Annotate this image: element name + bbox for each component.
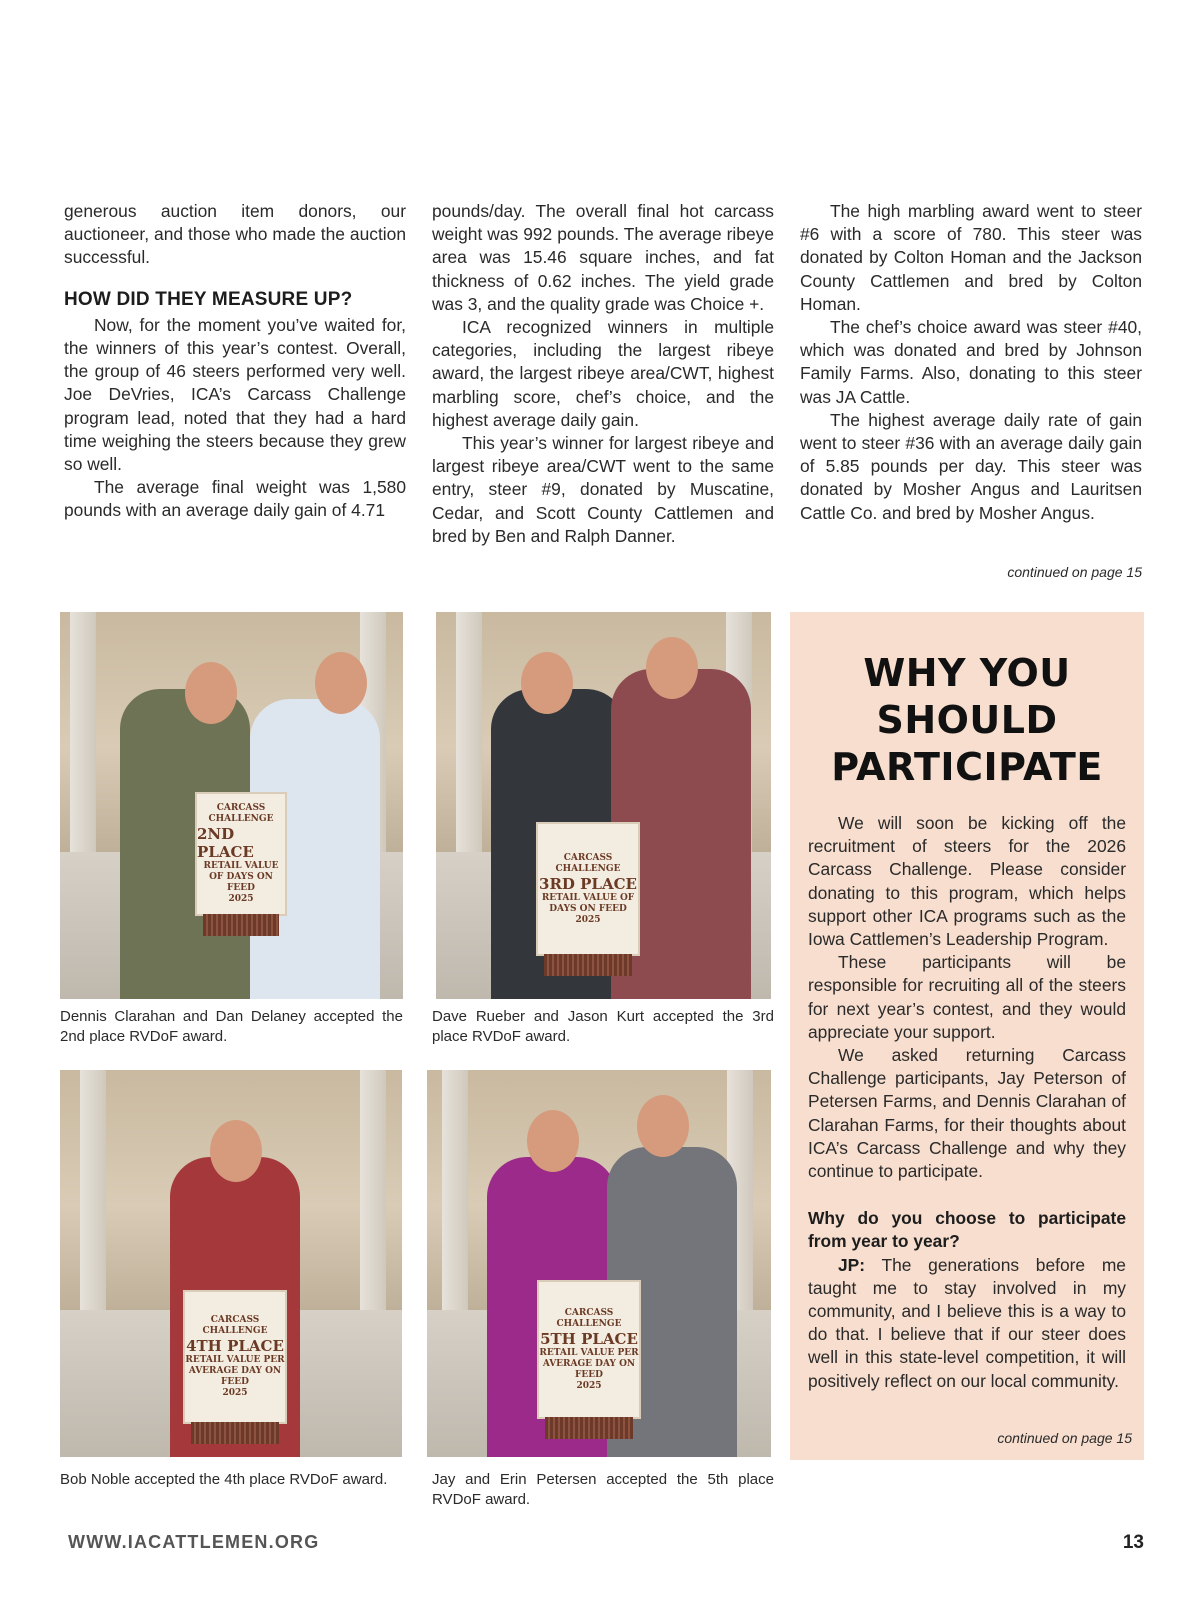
award-banner: CARCASS CHALLENGE 2ND PLACE RETAIL VALUE OF DAYS ON FEED 2025 bbox=[195, 792, 287, 916]
award-banner: CARCASS CHALLENGE 4TH PLACE RETAIL VALUE PER AVERAGE DAY ON FEED 2025 bbox=[183, 1290, 287, 1424]
award-photo-5th-place bbox=[427, 1070, 771, 1457]
award-banner: CARCASS CHALLENGE 5TH PLACE RETAIL VALUE PER AVERAGE DAY ON FEED 2025 bbox=[537, 1280, 641, 1419]
paragraph: The average final weight was 1,580 pounds with an average daily gain of 4.71 bbox=[64, 477, 406, 521]
paragraph: The highest average daily rate of gain went to steer #36 with an average daily gain of 5.85 pounds per day. This steer was donated by Mosher Angus and Lauritsen Cattle Co. and bred by Mosher Angus. bbox=[800, 409, 1142, 523]
photo-caption: Dave Rueber and Jason Kurt accepted the 3rd place RVDoF award. bbox=[432, 1008, 774, 1045]
website-url[interactable]: WWW.IACATTLEMEN.ORG bbox=[68, 1532, 320, 1552]
paragraph: This year’s winner for largest ribeye and largest ribeye area/CWT went to the same entry, steer #9, donated by Muscatine, Cedar, and Scott County Cattlemen and bred by Ben and Ralph Danner. bbox=[432, 433, 774, 546]
award-photo-2nd-place bbox=[60, 612, 403, 999]
paragraph: ICA recognized winners in multiple categories, including the largest ribeye award, the largest ribeye area/CWT, highest marbling score, chef’s choice, and the highest average daily gain. bbox=[432, 317, 774, 430]
section-heading: HOW DID THEY MEASURE UP? bbox=[64, 288, 353, 310]
article-column-1 bbox=[64, 200, 406, 523]
article-column-2 bbox=[432, 200, 774, 548]
sidebar-box bbox=[790, 612, 1144, 1460]
paragraph: We asked returning Carcass Challenge participants, Jay Peterson of Petersen Farms, and Dennis Clarahan of Clarahan Farms, for their thoughts about ICA’s Carcass Challenge and why they continue to participate. bbox=[808, 1045, 1126, 1182]
paragraph: The high marbling award went to steer #6 with a score of 780. This steer was donated by Colton Homan and the Jackson County Cattlemen and bred by Colton Homan. bbox=[800, 201, 1142, 314]
continued-note: continued on page 15 bbox=[1007, 564, 1142, 580]
article-column-3 bbox=[800, 200, 1142, 525]
award-photo-4th-place bbox=[60, 1070, 402, 1457]
paragraph: Now, for the moment you’ve waited for, the winners of this year’s contest. Overall, the group of 46 steers performed very well. Joe DeVries, ICA’s Carcass Challenge program lead, noted that they had a hard time weighing the steers because they grew so well. bbox=[64, 314, 406, 475]
sidebar-body bbox=[808, 812, 1126, 1393]
sidebar-title: WHY YOU SHOULD PARTICIPATE bbox=[831, 651, 1103, 789]
speaker-label: JP: bbox=[838, 1254, 866, 1275]
photo-caption: Bob Noble accepted the 4th place RVDoF award. bbox=[60, 1471, 388, 1488]
photo-caption: Dennis Clarahan and Dan Delaney accepted the 2nd place RVDoF award. bbox=[60, 1008, 403, 1045]
paragraph: generous auction item donors, our auctioneer, and those who made the auction successful. bbox=[64, 201, 406, 268]
page-number: 13 bbox=[1122, 1532, 1144, 1553]
interview-answer: JP: The generations before me taught me to stay involved in my community, and I believe this is a way to do that. I believe that if our steer does well in this state-level competition, it will positively reflect on our local community. bbox=[808, 1254, 1126, 1391]
photo-caption: Jay and Erin Petersen accepted the 5th place RVDoF award. bbox=[432, 1471, 774, 1508]
paragraph: These participants will be responsible for recruiting all of the steers for next year’s contest, and they would appreciate your support. bbox=[808, 952, 1126, 1042]
paragraph: pounds/day. The overall final hot carcass weight was 992 pounds. The average ribeye area was 15.46 square inches, and fat thickness of 0.62 inches. The yield grade was 3, and the quality grade was Choice +. bbox=[432, 201, 774, 314]
continued-note: continued on page 15 bbox=[997, 1430, 1132, 1446]
interview-question: Why do you choose to participate from year to year? bbox=[808, 1208, 1126, 1252]
award-photo-3rd-place bbox=[436, 612, 771, 999]
paragraph: The chef’s choice award was steer #40, which was donated and bred by Johnson Family Farms. Also, donating to this steer was JA Cattle. bbox=[800, 317, 1142, 407]
paragraph: We will soon be kicking off the recruitment of steers for the 2026 Carcass Challenge. Please consider donating to this program, which helps support other ICA programs such as the Iowa Cattlemen’s Leadership Program. bbox=[808, 813, 1126, 950]
award-banner: CARCASS CHALLENGE 3RD PLACE RETAIL VALUE OF DAYS ON FEED 2025 bbox=[536, 822, 640, 956]
